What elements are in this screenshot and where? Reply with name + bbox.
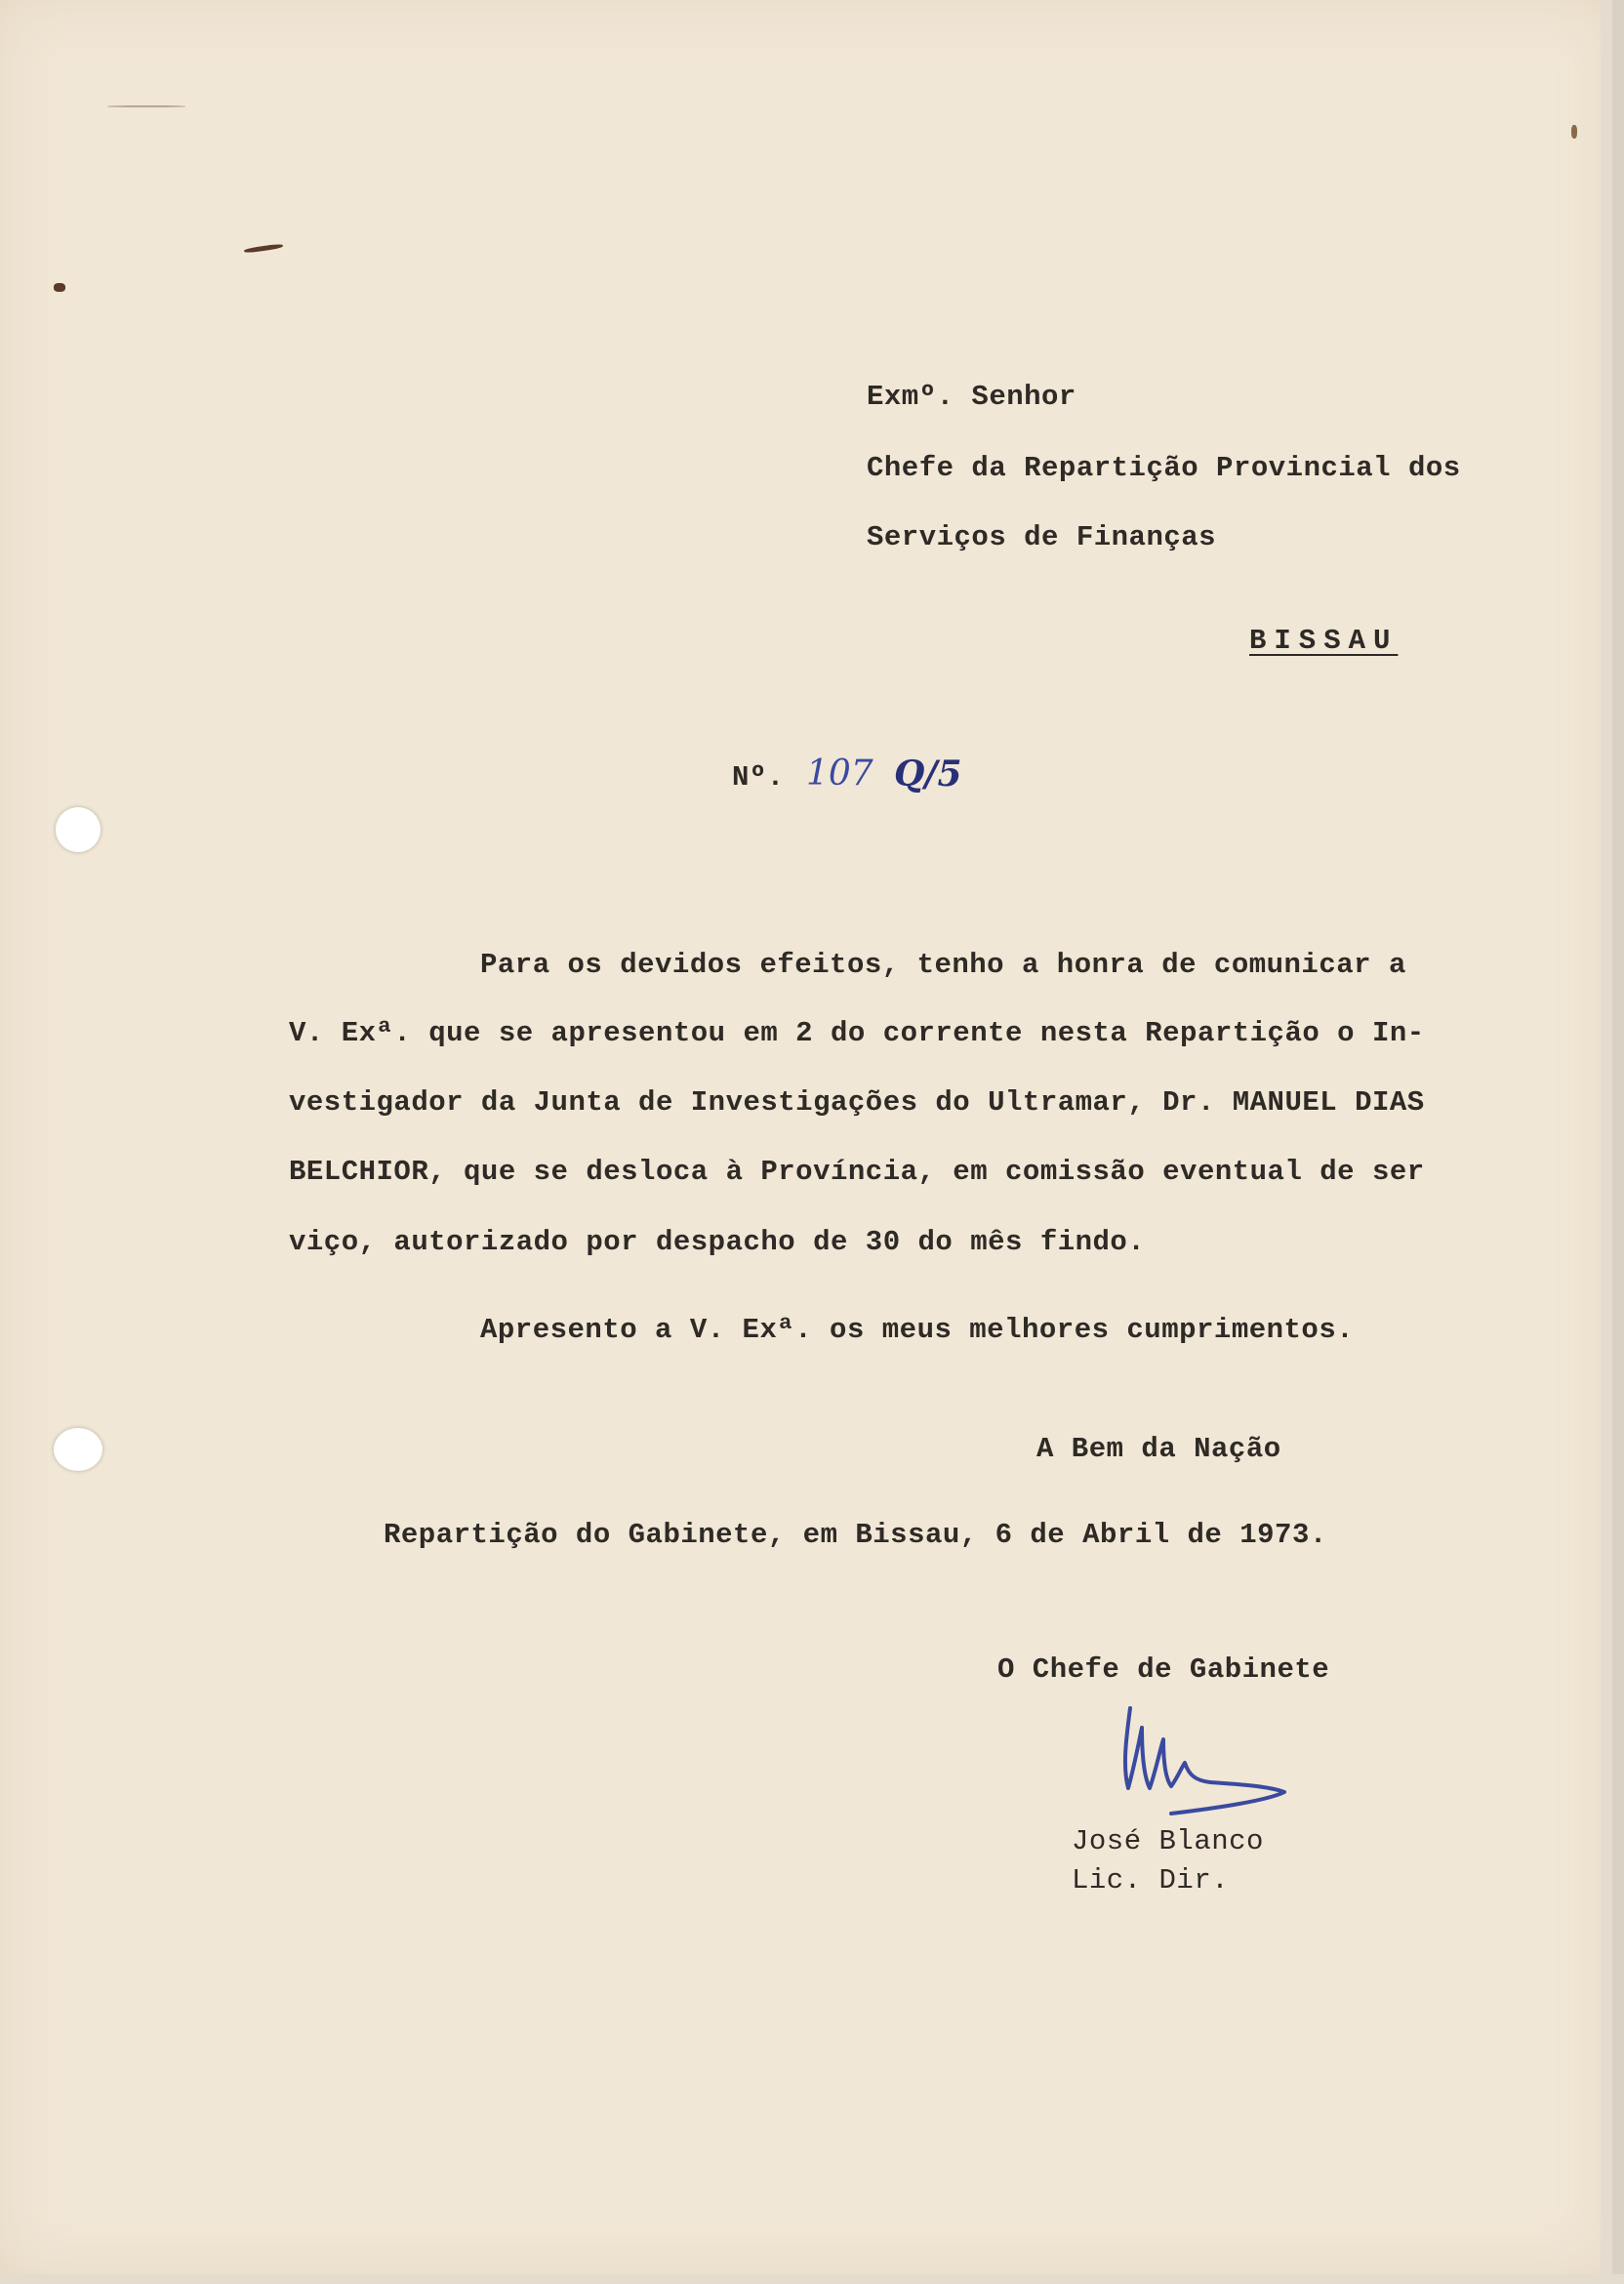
handwritten-signature xyxy=(1113,1698,1308,1815)
salutation: Exmº. Senhor xyxy=(867,381,1076,413)
signatory-degree: Lic. Dir. xyxy=(1072,1864,1230,1897)
punch-hole-bottom xyxy=(54,1428,102,1471)
body-line-2: V. Exª. que se apresentou em 2 do corrente nesta Repartição o In- xyxy=(289,1017,1425,1049)
page-edge-bottom xyxy=(0,2274,1624,2284)
ink-speck xyxy=(107,105,185,107)
recipient-city: BISSAU xyxy=(1249,625,1399,657)
ink-speck xyxy=(54,283,65,292)
body-line-3: vestigador da Junta de Investigações do Ultramar, Dr. MANUEL DIAS xyxy=(289,1086,1425,1119)
signatory-title: O Chefe de Gabinete xyxy=(997,1653,1330,1686)
place-and-date: Repartição do Gabinete, em Bissau, 6 de Abril de 1973. xyxy=(384,1519,1327,1551)
recipient-line-1: Chefe da Repartição Provincial dos xyxy=(867,452,1461,484)
reference-number-label: Nº. xyxy=(732,761,785,794)
body-line-5: viço, autorizado por despacho de 30 do mês findo. xyxy=(289,1226,1146,1258)
recipient-line-2: Serviços de Finanças xyxy=(867,521,1217,553)
motto: A Bem da Nação xyxy=(1036,1433,1281,1465)
reference-number-handwritten: 107 xyxy=(806,754,873,794)
reference-number-suffix: Q/5 xyxy=(894,754,962,795)
page-edge-right xyxy=(1601,0,1612,2284)
closing-line: Apresento a V. Exª. os meus melhores cumprimentos. xyxy=(480,1314,1355,1346)
punch-hole-top xyxy=(56,807,101,852)
body-line-1: Para os devidos efeitos, tenho a honra de comunicar a xyxy=(480,949,1406,981)
body-line-4: BELCHIOR, que se desloca à Província, em comissão eventual de ser xyxy=(289,1156,1425,1188)
signatory-name: José Blanco xyxy=(1072,1825,1264,1857)
ink-speck xyxy=(1571,125,1577,139)
